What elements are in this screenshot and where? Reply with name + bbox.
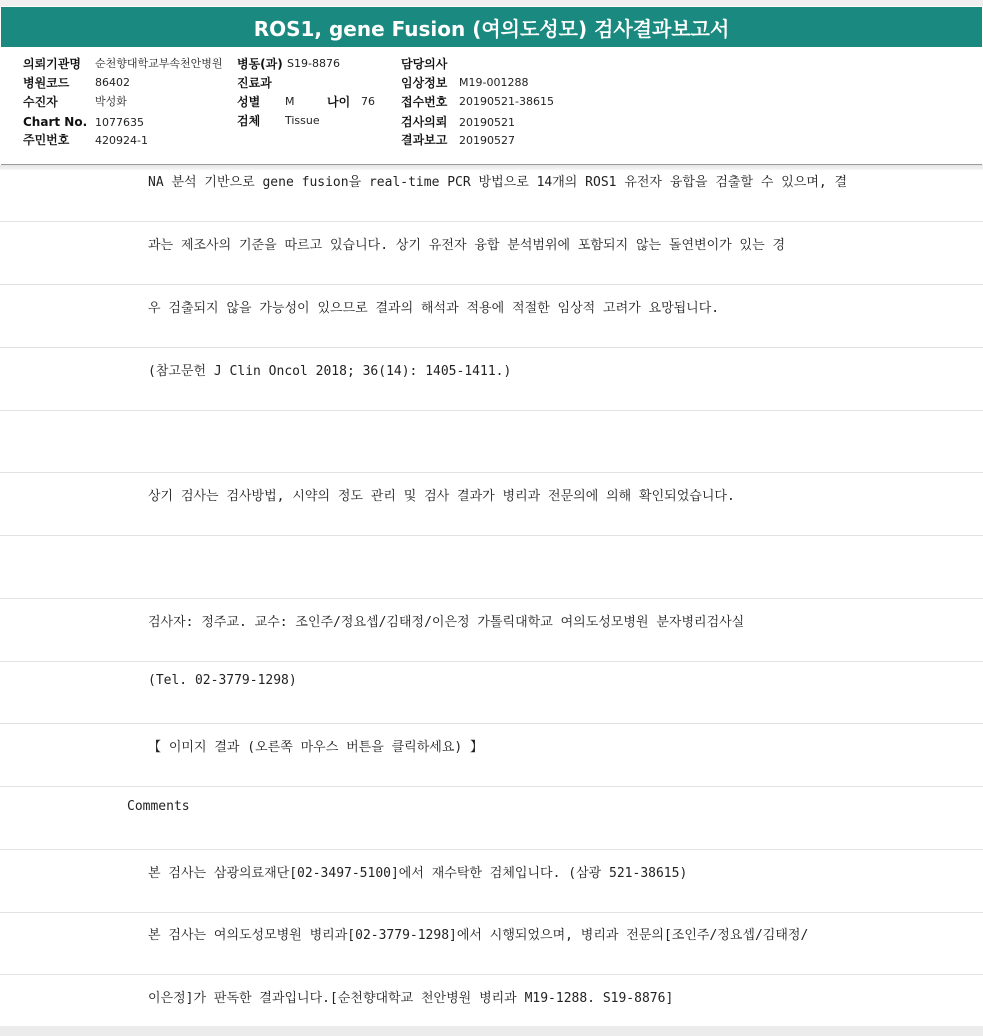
ward-label: 병동(과)	[237, 57, 283, 71]
line-text: 본 검사는 여의도성모병원 병리과[02-3779-1298]에서 시행되었으며, 병리과 전문의[조인주/정요셉/김태정/	[148, 928, 809, 943]
line-text: NA 분석 기반으로 gene fusion을 real-time PCR 방법으로 14개의 ROS1 유전자 융합을 검출할 수 있으며, 결	[148, 175, 848, 190]
sex-value: M	[285, 95, 295, 108]
report-title: ROS1, gene Fusion (여의도성모) 검사결과보고서	[1, 7, 982, 47]
line-text: 본 검사는 삼광의료재단[02-3497-5100]에서 재수탁한 검체입니다. (삼광 521-38615)	[148, 866, 688, 881]
age-value: 76	[361, 95, 375, 108]
line-text: (Tel. 02-3779-1298)	[148, 673, 297, 688]
result-line	[0, 410, 983, 473]
id-number-value: 420924-1	[95, 134, 148, 147]
image-result-text[interactable]: 【 이미지 결과 (오른쪽 마우스 버튼을 클릭하세요) 】	[148, 740, 484, 755]
patient-label: 수진자	[23, 95, 58, 109]
patient-info-panel	[1, 48, 982, 165]
image-result-line	[0, 724, 983, 787]
hospital-code-label: 병원코드	[23, 76, 70, 90]
hospital-code-value: 86402	[95, 76, 130, 89]
receipt-label: 접수번호	[401, 95, 448, 109]
id-number-label: 주민번호	[23, 133, 70, 147]
ward-value: S19-8876	[287, 57, 340, 70]
sex-label: 성별	[237, 95, 261, 109]
chart-no-label: Chart No.	[23, 115, 88, 129]
line-text: 상기 검사는 검사방법, 시약의 정도 관리 및 검사 결과가 병리과 전문의에 의해 확인되었습니다.	[148, 489, 735, 504]
report-date-label: 결과보고	[401, 133, 448, 147]
patient-value: 박성화	[95, 95, 127, 108]
chart-no-value: 1077635	[95, 116, 144, 129]
institution-value: 순천향대학교부속천안병원	[95, 57, 223, 70]
result-line	[0, 661, 983, 724]
institution-label: 의뢰기관명	[23, 57, 81, 71]
result-line	[0, 285, 983, 348]
result-line	[0, 159, 983, 222]
clinical-label: 임상정보	[401, 76, 448, 90]
comment-line	[0, 912, 983, 975]
request-label: 검사의뢰	[401, 115, 448, 129]
doctor-label: 담당의사	[401, 57, 448, 71]
request-value: 20190521	[459, 116, 515, 129]
result-line	[0, 222, 983, 285]
comments-heading: Comments	[127, 799, 190, 814]
age-label: 나이	[327, 95, 351, 109]
specimen-label: 검체	[237, 114, 261, 128]
top-strip	[0, 0, 983, 6]
clinical-value: M19-001288	[459, 76, 529, 89]
line-text: 우 검출되지 않을 가능성이 있으므로 결과의 해석과 적용에 적절한 임상적 고려가 요망됩니다.	[148, 301, 720, 316]
comment-line	[0, 850, 983, 913]
receipt-value: 20190521-38615	[459, 95, 554, 108]
dept-label: 진료과	[237, 76, 272, 90]
comment-line	[0, 975, 983, 1025]
specimen-value: Tissue	[285, 114, 320, 127]
bottom-strip	[0, 1026, 983, 1036]
line-text: 과는 제조사의 기준을 따르고 있습니다. 상기 유전자 융합 분석범위에 포함되지 않는 돌연변이가 있는 경	[148, 238, 786, 253]
line-text: 이은정]가 판독한 결과입니다.[순천향대학교 천안병원 병리과 M19-1288. S19-8876]	[148, 991, 674, 1006]
line-text: 검사자: 정주교. 교수: 조인주/정요셉/김태정/이은정 가톨릭대학교 여의도성모병원 분자병리검사실	[148, 615, 745, 630]
result-line	[0, 599, 983, 662]
result-line	[0, 536, 983, 599]
line-text: (참고문헌 J Clin Oncol 2018; 36(14): 1405-1411.)	[148, 364, 512, 379]
comments-heading-row	[0, 787, 983, 850]
result-line	[0, 473, 983, 536]
result-line	[0, 348, 983, 411]
report-date-value: 20190527	[459, 134, 515, 147]
